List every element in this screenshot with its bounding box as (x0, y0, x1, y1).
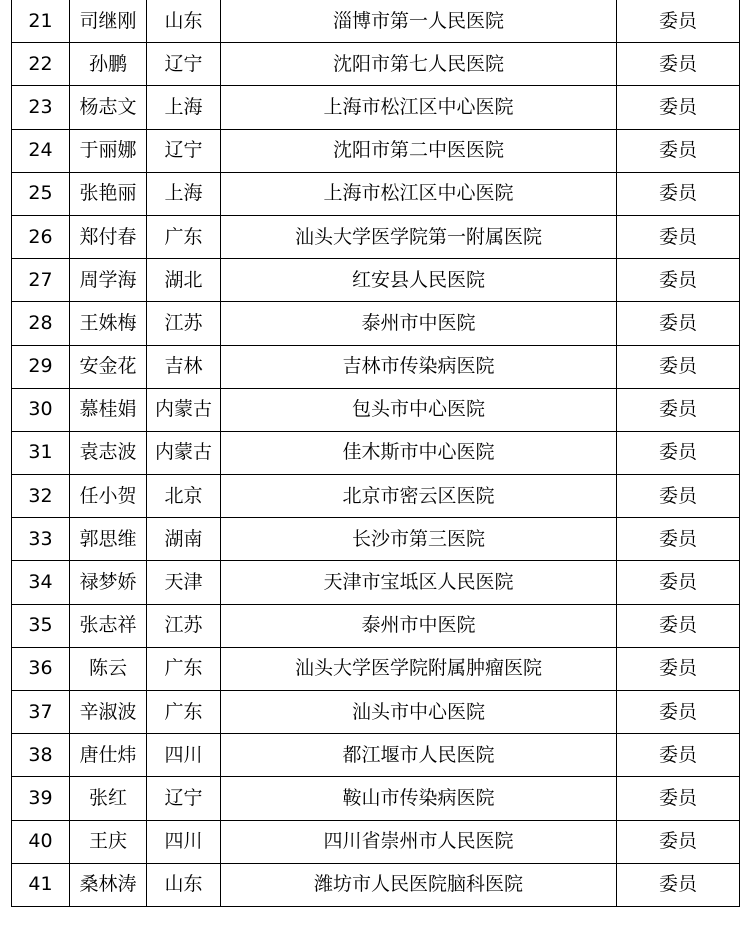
member-name: 任小贺 (70, 475, 147, 518)
member-province: 广东 (147, 215, 221, 258)
row-number: 31 (12, 431, 70, 474)
member-hospital: 汕头大学医学院第一附属医院 (221, 215, 617, 258)
member-hospital: 长沙市第三医院 (221, 518, 617, 561)
table-row (12, 345, 740, 388)
member-role: 委员 (617, 863, 740, 906)
member-role: 委员 (617, 345, 740, 388)
row-number: 30 (12, 388, 70, 431)
member-hospital: 佳木斯市中心医院 (221, 431, 617, 474)
member-role: 委员 (617, 777, 740, 820)
table-row (12, 302, 740, 345)
member-hospital: 上海市松江区中心医院 (221, 86, 617, 129)
member-hospital: 泰州市中医院 (221, 604, 617, 647)
member-province: 广东 (147, 691, 221, 734)
member-province: 山东 (147, 863, 221, 906)
member-province: 山东 (147, 0, 221, 43)
table-row (12, 431, 740, 474)
member-name: 郭思维 (70, 518, 147, 561)
member-role: 委员 (617, 43, 740, 86)
member-role: 委员 (617, 86, 740, 129)
row-number: 39 (12, 777, 70, 820)
member-name: 禄梦娇 (70, 561, 147, 604)
row-number: 36 (12, 647, 70, 690)
member-province: 内蒙古 (147, 431, 221, 474)
member-name: 袁志波 (70, 431, 147, 474)
member-hospital: 淄博市第一人民医院 (221, 0, 617, 43)
member-role: 委员 (617, 388, 740, 431)
member-role: 委员 (617, 475, 740, 518)
member-name: 杨志文 (70, 86, 147, 129)
member-name: 陈云 (70, 647, 147, 690)
table-row (12, 734, 740, 777)
member-name: 安金花 (70, 345, 147, 388)
member-role: 委员 (617, 518, 740, 561)
member-role: 委员 (617, 561, 740, 604)
table-row (12, 691, 740, 734)
member-name: 司继刚 (70, 0, 147, 43)
member-name: 张志祥 (70, 604, 147, 647)
table-row (12, 475, 740, 518)
member-hospital: 四川省崇州市人民医院 (221, 820, 617, 863)
member-role: 委员 (617, 259, 740, 302)
member-name: 慕桂娟 (70, 388, 147, 431)
row-number: 41 (12, 863, 70, 906)
member-province: 江苏 (147, 604, 221, 647)
row-number: 27 (12, 259, 70, 302)
table-row (12, 215, 740, 258)
member-province: 湖南 (147, 518, 221, 561)
row-number: 21 (12, 0, 70, 43)
member-hospital: 汕头市中心医院 (221, 691, 617, 734)
table-row (12, 863, 740, 906)
member-name: 辛淑波 (70, 691, 147, 734)
row-number: 23 (12, 86, 70, 129)
row-number: 26 (12, 215, 70, 258)
row-number: 35 (12, 604, 70, 647)
row-number: 28 (12, 302, 70, 345)
member-name: 郑付春 (70, 215, 147, 258)
member-province: 北京 (147, 475, 221, 518)
member-hospital: 天津市宝坻区人民医院 (221, 561, 617, 604)
member-province: 四川 (147, 820, 221, 863)
row-number: 29 (12, 345, 70, 388)
member-name: 桑林涛 (70, 863, 147, 906)
row-number: 33 (12, 518, 70, 561)
member-roster-table (11, 0, 740, 907)
member-hospital: 沈阳市第七人民医院 (221, 43, 617, 86)
member-name: 周学海 (70, 259, 147, 302)
member-hospital: 包头市中心医院 (221, 388, 617, 431)
member-province: 上海 (147, 86, 221, 129)
table-row (12, 0, 740, 43)
table-row (12, 518, 740, 561)
member-role: 委员 (617, 215, 740, 258)
table-row (12, 86, 740, 129)
member-hospital: 泰州市中医院 (221, 302, 617, 345)
member-province: 湖北 (147, 259, 221, 302)
member-hospital: 吉林市传染病医院 (221, 345, 617, 388)
member-role: 委员 (617, 431, 740, 474)
member-province: 辽宁 (147, 777, 221, 820)
member-hospital: 北京市密云区医院 (221, 475, 617, 518)
row-number: 37 (12, 691, 70, 734)
table-row (12, 647, 740, 690)
member-hospital: 鞍山市传染病医院 (221, 777, 617, 820)
member-province: 辽宁 (147, 43, 221, 86)
member-province: 上海 (147, 172, 221, 215)
row-number: 34 (12, 561, 70, 604)
table-row (12, 259, 740, 302)
row-number: 22 (12, 43, 70, 86)
member-province: 天津 (147, 561, 221, 604)
row-number: 38 (12, 734, 70, 777)
member-name: 孙鹏 (70, 43, 147, 86)
member-role: 委员 (617, 604, 740, 647)
member-name: 唐仕炜 (70, 734, 147, 777)
member-name: 于丽娜 (70, 129, 147, 172)
row-number: 32 (12, 475, 70, 518)
member-name: 张艳丽 (70, 172, 147, 215)
member-name: 王姝梅 (70, 302, 147, 345)
member-province: 江苏 (147, 302, 221, 345)
member-province: 内蒙古 (147, 388, 221, 431)
table-row (12, 604, 740, 647)
member-province: 广东 (147, 647, 221, 690)
member-province: 吉林 (147, 345, 221, 388)
member-hospital: 沈阳市第二中医医院 (221, 129, 617, 172)
member-role: 委员 (617, 734, 740, 777)
member-province: 四川 (147, 734, 221, 777)
table-row (12, 129, 740, 172)
member-role: 委员 (617, 129, 740, 172)
table-row (12, 388, 740, 431)
roster-body (12, 0, 740, 906)
member-role: 委员 (617, 172, 740, 215)
row-number: 24 (12, 129, 70, 172)
member-name: 张红 (70, 777, 147, 820)
member-hospital: 汕头大学医学院附属肿瘤医院 (221, 647, 617, 690)
member-role: 委员 (617, 820, 740, 863)
member-name: 王庆 (70, 820, 147, 863)
table-row (12, 172, 740, 215)
member-hospital: 红安县人民医院 (221, 259, 617, 302)
row-number: 40 (12, 820, 70, 863)
member-hospital: 上海市松江区中心医院 (221, 172, 617, 215)
member-role: 委员 (617, 647, 740, 690)
table-row (12, 820, 740, 863)
row-number: 25 (12, 172, 70, 215)
member-role: 委员 (617, 302, 740, 345)
table-row (12, 561, 740, 604)
member-hospital: 潍坊市人民医院脑科医院 (221, 863, 617, 906)
table-row (12, 43, 740, 86)
member-hospital: 都江堰市人民医院 (221, 734, 617, 777)
member-province: 辽宁 (147, 129, 221, 172)
member-role: 委员 (617, 0, 740, 43)
member-role: 委员 (617, 691, 740, 734)
table-row (12, 777, 740, 820)
